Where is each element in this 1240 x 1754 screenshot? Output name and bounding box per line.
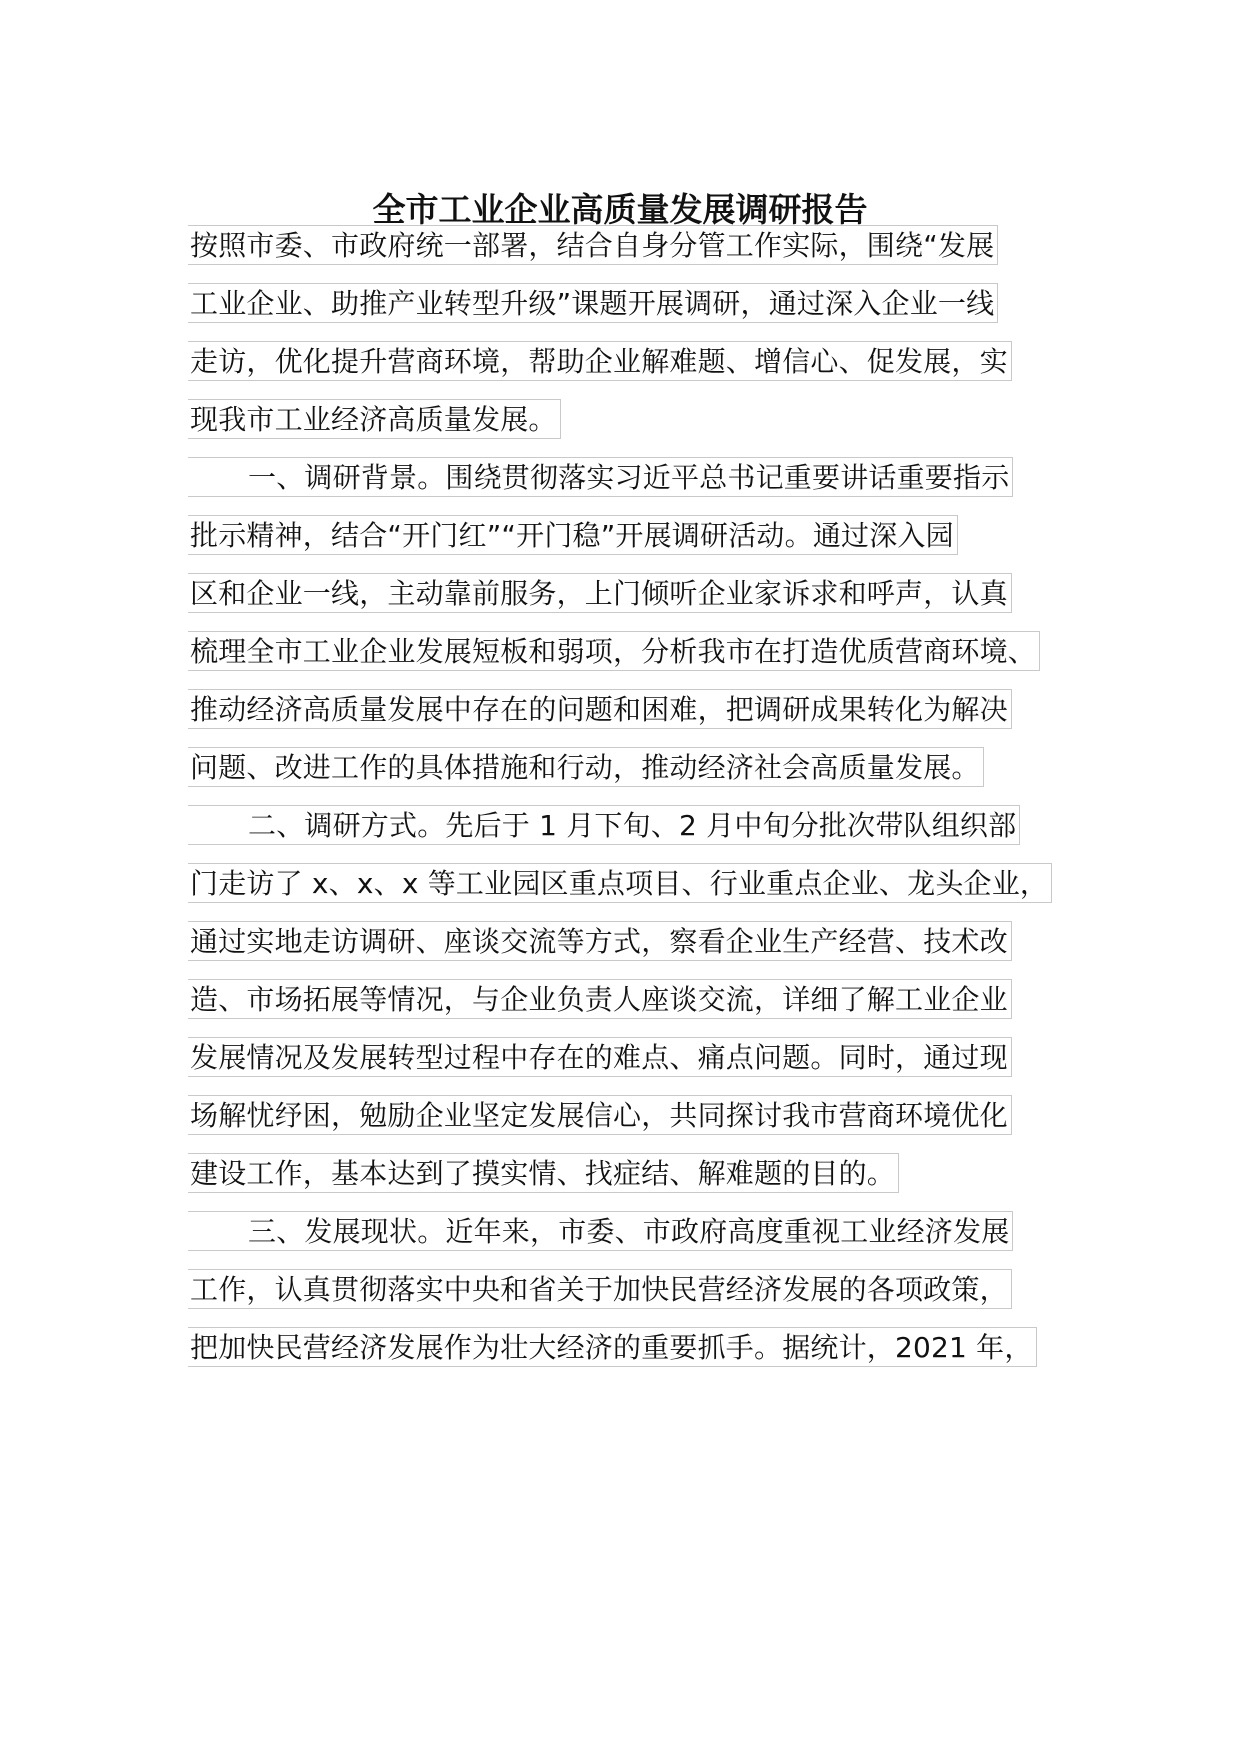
paragraph-line: 门走访了 x、x、x 等工业园区重点项目、行业重点企业、龙头企业， [188, 863, 1052, 903]
paragraph-line: 一、调研背景。围绕贯彻落实习近平总书记重要讲话重要指示 [188, 457, 1013, 497]
paragraph-line: 问题、改进工作的具体措施和行动，推动经济社会高质量发展。 [188, 747, 984, 787]
paragraph-line: 工业企业、助推产业转型升级”课题开展调研，通过深入企业一线 [188, 283, 998, 323]
paragraph-line: 二、调研方式。先后于 1 月下旬、2 月中旬分批次带队组织部 [188, 805, 1020, 845]
paragraph-line: 梳理全市工业企业发展短板和弱项，分析我市在打造优质营商环境、 [188, 631, 1040, 671]
paragraph-line: 造、市场拓展等情况，与企业负责人座谈交流，详细了解工业企业 [188, 979, 1012, 1019]
paragraph-line: 走访，优化提升营商环境，帮助企业解难题、增信心、促发展，实 [188, 341, 1012, 381]
paragraph-line: 三、发展现状。近年来，市委、市政府高度重视工业经济发展 [188, 1211, 1013, 1251]
paragraph-line: 推动经济高质量发展中存在的问题和困难，把调研成果转化为解决 [188, 689, 1012, 729]
paragraph-line: 场解忧纾困，勉励企业坚定发展信心，共同探讨我市营商环境优化 [188, 1095, 1012, 1135]
document-title: 全市工业企业高质量发展调研报告 [372, 190, 868, 229]
paragraph-line: 发展情况及发展转型过程中存在的难点、痛点问题。同时，通过现 [188, 1037, 1012, 1077]
paragraph-line: 工作，认真贯彻落实中央和省关于加快民营经济发展的各项政策， [188, 1269, 1012, 1309]
paragraph-line: 通过实地走访调研、座谈交流等方式，察看企业生产经营、技术改 [188, 921, 1012, 961]
paragraph-line: 把加快民营经济发展作为壮大经济的重要抓手。据统计，2021 年， [188, 1327, 1037, 1367]
paragraph-line: 批示精神，结合“开门红”“开门稳”开展调研活动。通过深入园 [188, 515, 958, 555]
paragraph-line: 按照市委、市政府统一部署，结合自身分管工作实际，围绕“发展 [188, 225, 998, 265]
paragraph-line: 区和企业一线，主动靠前服务，上门倾听企业家诉求和呼声，认真 [188, 573, 1012, 613]
paragraph-line: 建设工作，基本达到了摸实情、找症结、解难题的目的。 [188, 1153, 899, 1193]
paragraph-line: 现我市工业经济高质量发展。 [188, 399, 561, 439]
